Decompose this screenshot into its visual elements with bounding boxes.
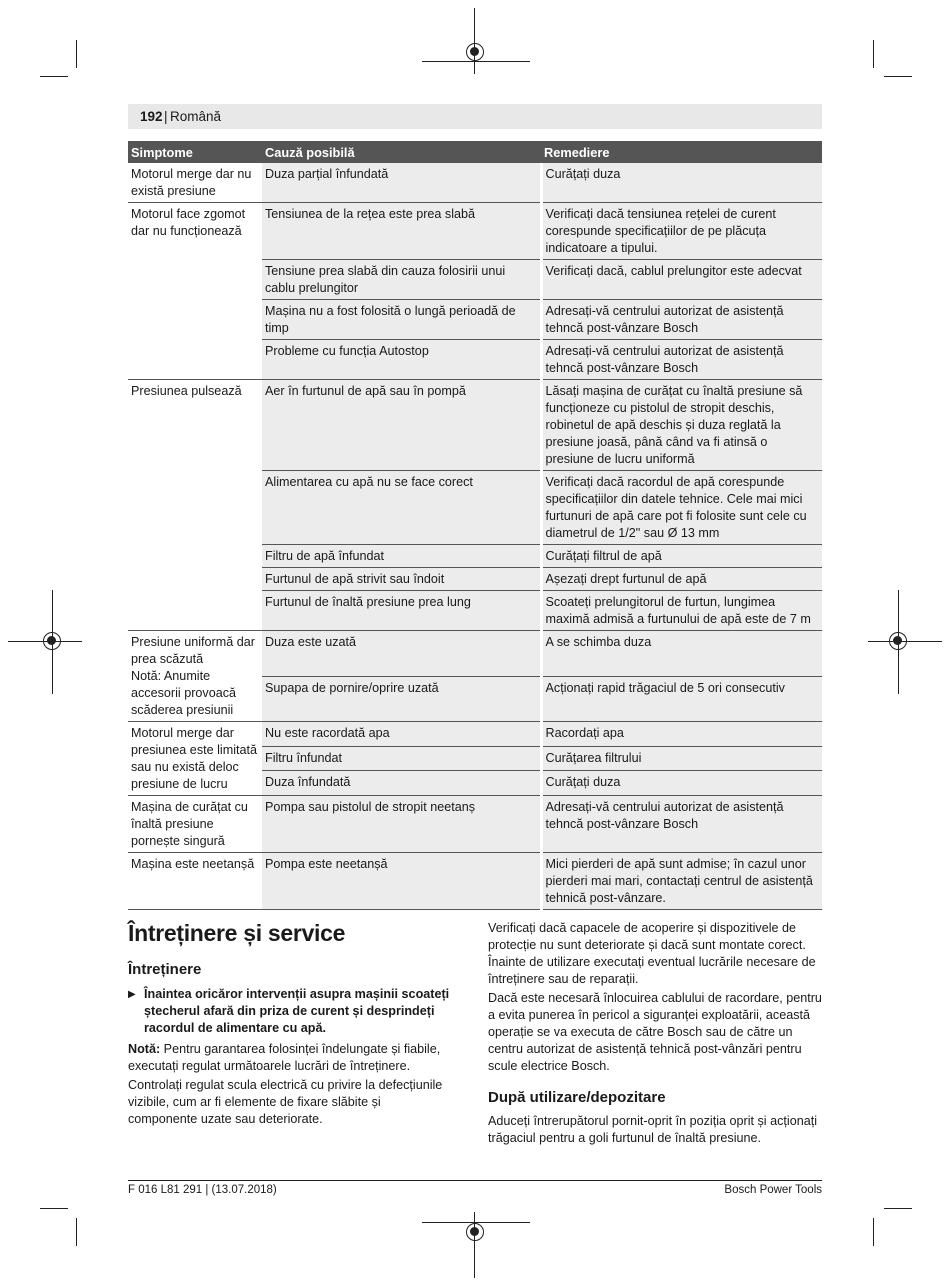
crop-mark <box>40 76 68 77</box>
note-text: Pentru garantarea folosinței îndelungate și fiabile, executați regulat următoarele lucrări de întreținere. <box>128 1042 441 1073</box>
cause-cell: Supapa de pornire/oprire uzată <box>262 676 541 722</box>
registration-line <box>474 8 475 74</box>
column-header: Cauză posibilă <box>262 141 541 163</box>
cause-cell: Mașina nu a fost folosită o lungă perioadă de timp <box>262 300 541 340</box>
remedy-cell: Acționați rapid trăgaciul de 5 ori consecutiv <box>541 676 822 722</box>
cause-cell: Filtru de apă înfundat <box>262 545 541 568</box>
crop-mark <box>884 76 912 77</box>
cause-cell: Tensiune prea slabă din cauza folosirii unui cablu prelungitor <box>262 260 541 300</box>
symptom-cell: Motorul merge dar nu există presiune <box>128 163 262 203</box>
symptom-cell: Presiunea pulsează <box>128 380 262 631</box>
remedy-cell: Adresați-vă centrului autorizat de asistență tehncă post-vânzare Bosch <box>541 796 822 853</box>
warning-bullet <box>128 986 450 1037</box>
cause-cell: Filtru înfundat <box>262 746 541 771</box>
brand-name: Bosch Power Tools <box>724 1184 822 1196</box>
remedy-cell: Mici pierderi de apă sunt admise; în cazul unor pierderi mai mari, contactați centrul de asistență tehnică post-vânzare. <box>541 853 822 910</box>
symptom-cell: Presiune uniformă dar prea scăzută Notă: Anumite accesorii provoacă scăderea presiunii <box>128 631 262 722</box>
remedy-cell: Racordați apa <box>541 722 822 747</box>
crop-mark <box>873 40 874 68</box>
crop-mark <box>884 1208 912 1209</box>
crop-mark <box>76 1218 77 1246</box>
remedy-cell: Curățați duza <box>541 771 822 796</box>
table-row <box>128 631 822 677</box>
language-label: Română <box>170 109 222 124</box>
crop-mark <box>873 1218 874 1246</box>
cause-cell: Furtunul de apă strivit sau îndoit <box>262 568 541 591</box>
cause-cell: Nu este racordată apa <box>262 722 541 747</box>
warning-text: Înaintea oricăror intervenții asupra mașinii scoateți ștecherul afară din priza de curent și desprindeți racordul de alimentare cu apă. <box>144 987 450 1035</box>
registration-mark-icon <box>466 43 484 61</box>
check-paragraph: Controlați regulat scula electrică cu privire la defecțiunile vizibile, cum ar fi elemente de fixare slăbite și componente uzate sau deteriorate. <box>128 1078 443 1126</box>
page-number: 192 <box>140 109 163 124</box>
table-header-row <box>128 141 822 163</box>
storage-paragraph: Aduceți întrerupătorul pornit-oprit în poziția oprit și acționați trăgaciul pentru a goli furtunul de înaltă presiune. <box>488 1114 818 1145</box>
registration-line <box>422 61 530 62</box>
remedy-cell: Adresați-vă centrului autorizat de asistență tehncă post-vânzare Bosch <box>541 300 822 340</box>
section-title: Întreținere și service <box>128 920 346 946</box>
cause-cell: Duza este uzată <box>262 631 541 677</box>
remedy-cell: Verificați dacă, cablul prelungitor este adecvat <box>541 260 822 300</box>
cause-cell: Pompa este neetanșă <box>262 853 541 910</box>
remedy-cell: Curățați duza <box>541 163 822 203</box>
remedy-cell: Lăsați mașina de curățat cu înaltă presiune să funcționeze cu pistolul de stropit deschis, robinetul de apă deschis și duza reglată la presiune joasă, până când va fi atinsă o presiune de lucru uniformă <box>541 380 822 471</box>
table-row <box>128 380 822 471</box>
remedy-cell: Așezați drept furtunul de apă <box>541 568 822 591</box>
note-label: Notă: <box>128 1042 161 1056</box>
registration-mark-icon <box>466 1223 484 1241</box>
remedy-cell: Curățarea filtrului <box>541 746 822 771</box>
maintenance-heading: Întreținere <box>128 961 202 978</box>
symptom-cell: Motorul face zgomot dar nu funcționează <box>128 203 262 380</box>
cause-cell: Furtunul de înaltă presiune prea lung <box>262 591 541 631</box>
registration-mark-icon <box>43 632 61 650</box>
cause-cell: Duza înfundată <box>262 771 541 796</box>
remedy-cell: Scoateți prelungitorul de furtun, lungimea maximă admisă a furtunului de apă este de 7 m <box>541 591 822 631</box>
arrow-right-icon: ▶ <box>128 989 136 1000</box>
cause-cell: Tensiunea de la rețea este prea slabă <box>262 203 541 260</box>
registration-mark-icon <box>889 632 907 650</box>
maintenance-section <box>128 920 450 1128</box>
cause-cell: Aer în furtunul de apă sau în pompă <box>262 380 541 471</box>
document-code: F 016 L81 291 | (13.07.2018) <box>128 1184 277 1196</box>
footer-divider <box>128 1180 822 1181</box>
symptom-cell: Mașina este neetanșă <box>128 853 262 910</box>
maintenance-section-continued <box>488 920 822 1147</box>
page-header <box>128 104 822 129</box>
remedy-cell: Verificați dacă racordul de apă corespunde specificațiilor din datele tehnice. Cele mai mici furtunuri de apă care pot fi folosite sunt cele cu diametrul de 1/2" sau Ø 13 mm <box>541 471 822 545</box>
crop-mark <box>76 40 77 68</box>
cause-cell: Probleme cu funcția Autostop <box>262 340 541 380</box>
symptom-cell: Motorul merge dar presiunea este limitată sau nu există deloc presiune de lucru <box>128 722 262 796</box>
remedy-cell: Curățați filtrul de apă <box>541 545 822 568</box>
remedy-cell: Adresați-vă centrului autorizat de asistență tehncă post-vânzare Bosch <box>541 340 822 380</box>
header-separator: | <box>164 109 168 124</box>
remedy-cell: Verificați dacă tensiunea rețelei de curent corespunde specificațiilor de pe plăcuța indicatoare a tipului. <box>541 203 822 260</box>
storage-heading: După utilizare/depozitare <box>488 1089 666 1106</box>
cause-cell: Duza parțial înfundată <box>262 163 541 203</box>
column-header: Simptome <box>128 141 262 163</box>
column-header: Remediere <box>541 141 822 163</box>
troubleshooting-table <box>128 141 822 910</box>
table-row <box>128 203 822 260</box>
symptom-cell: Mașina de curățat cu înaltă presiune pornește singură <box>128 796 262 853</box>
cause-cell: Pompa sau pistolul de stropit neetanș <box>262 796 541 853</box>
table-row <box>128 796 822 853</box>
table-row <box>128 163 822 203</box>
remedy-cell: A se schimba duza <box>541 631 822 677</box>
note-paragraph <box>128 1041 450 1075</box>
table-row <box>128 722 822 747</box>
cause-cell: Alimentarea cu apă nu se face corect <box>262 471 541 545</box>
crop-mark <box>40 1208 68 1209</box>
cable-paragraph: Dacă este necesară înlocuirea cablului de racordare, pentru a evita punerea în pericol a siguranței exploatării, această operație se va executa de către Bosch sau de către un centru autorizat de asistență tehnică post-vânzări pentru scule electrice Bosch. <box>488 991 822 1073</box>
covers-paragraph: Verificați dacă capacele de acoperire și dispozitivele de protecție nu sunt deteriorate și dacă sunt montate corect. Înainte de utilizare executați eventual lucrările necesare de întreținere sau de reparații. <box>488 921 816 986</box>
table-row <box>128 853 822 910</box>
